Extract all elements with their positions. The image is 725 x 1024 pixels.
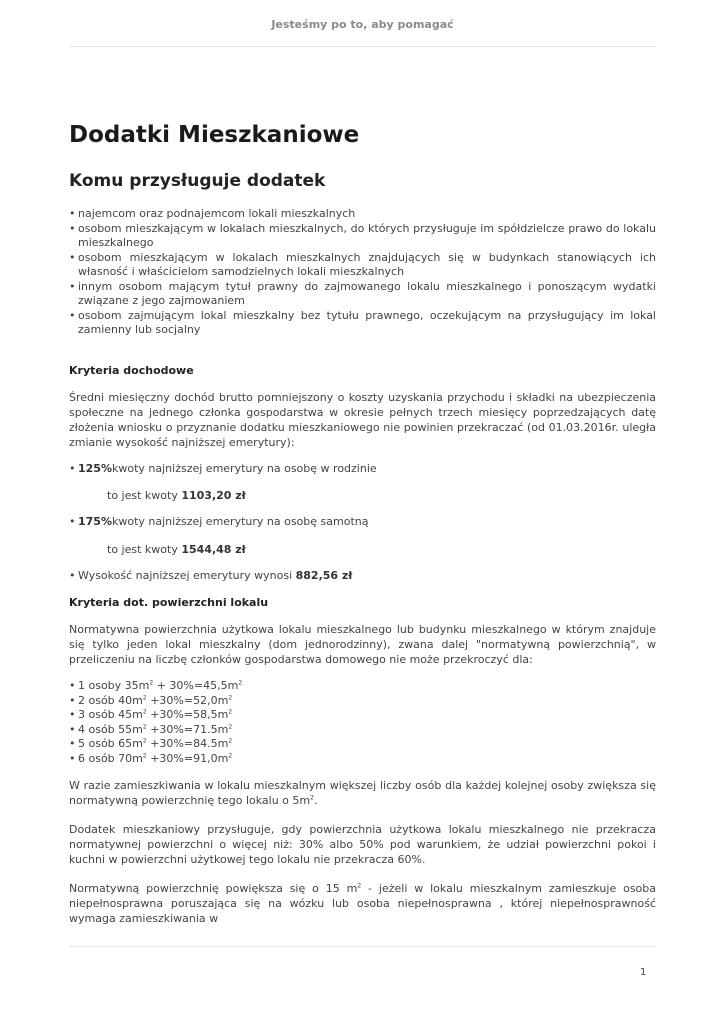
income-list-2 bbox=[69, 515, 656, 530]
list-item-text: kwoty najniższej emerytury na osobę samotną bbox=[111, 515, 369, 528]
percent-value: 125% bbox=[78, 461, 112, 475]
income-criteria-heading: Kryteria dochodowe bbox=[69, 363, 194, 377]
list-item bbox=[69, 708, 656, 723]
list-item bbox=[69, 723, 656, 738]
norm-text: + 30%=45,5m bbox=[153, 679, 239, 692]
list-item: • innym osobom mającym tytuł prawny do zajmowanego lokalu mieszkalnego i ponoszącym wydatki związane z jego zajmowaniem bbox=[69, 280, 656, 309]
paragraph-text: Normatywną powierzchnię powiększa się o 15 m bbox=[69, 882, 358, 895]
superscript: 2 bbox=[228, 708, 233, 716]
paragraph-text: . bbox=[313, 794, 318, 807]
section-title: Komu przysługuje dodatek bbox=[69, 171, 326, 191]
area-intro: Normatywna powierzchnia użytkowa lokalu mieszkalnego lub budynku mieszkalnego w którym znajduje się tylko jeden lokal mieszkalny (dom jednorodzinny), zwana dalej "normatywną powierzchnią", w przeliczeniu na liczbę członków gospodarstwa domowego nie może przekroczyć dla: bbox=[69, 623, 656, 666]
header-divider bbox=[69, 46, 656, 47]
superscript: 2 bbox=[149, 679, 154, 687]
list-item bbox=[69, 515, 656, 530]
eligibility-list bbox=[69, 207, 656, 338]
list-item bbox=[69, 752, 656, 767]
superscript: 2 bbox=[310, 794, 314, 802]
paragraph-text: - jeżeli w lokalu mieszkalnym zamieszkuje osoba niepełnosprawna poruszająca się na wózku lub osoba niepełnosprawna , której niepełnosprawność wymaga zamieszkiwania w bbox=[69, 882, 657, 925]
income-list-3 bbox=[69, 569, 656, 584]
amount-line bbox=[69, 488, 656, 503]
superscript: 2 bbox=[228, 737, 233, 745]
percent-value: 175% bbox=[78, 515, 112, 528]
norm-text: 3 osób 45m bbox=[78, 708, 143, 721]
norm-text: 6 osób 70m bbox=[78, 751, 143, 765]
income-list-1 bbox=[69, 462, 656, 477]
superscript: 2 bbox=[228, 722, 233, 730]
area-criteria-heading: Kryteria dot. powierzchni lokalu bbox=[69, 596, 269, 609]
superscript: 2 bbox=[142, 737, 147, 745]
amount-value: 1544,48 zł bbox=[181, 542, 246, 556]
amount-prefix: to jest kwoty bbox=[107, 489, 182, 502]
superscript: 2 bbox=[142, 693, 147, 701]
amount-line bbox=[69, 542, 656, 557]
list-item bbox=[69, 737, 656, 752]
norm-text: 4 osób 55m bbox=[78, 722, 143, 736]
norm-text: +30%=84.5m bbox=[146, 737, 229, 750]
norm-text: +30%=58,5m bbox=[146, 708, 229, 721]
list-item-text: Wysokość najniższej emerytury wynosi bbox=[78, 568, 296, 582]
list-item: • najemcom oraz podnajemcom lokali mieszkalnych bbox=[69, 207, 656, 222]
paragraph-text: W razie zamieszkiwania w lokalu mieszkalnym większej liczby osób dla każdej kolejnej osoby zwiększa się normatywną powierzchnię tego lokalu o 5m bbox=[69, 779, 656, 807]
superscript: 2 bbox=[228, 751, 233, 759]
norm-text: 5 osób 65m bbox=[78, 737, 143, 750]
norm-text: 1 osoby 35m bbox=[78, 679, 150, 692]
amount-value: 1103,20 zł bbox=[181, 489, 246, 502]
superscript: 2 bbox=[228, 693, 233, 701]
list-item: • osobom mieszkającym w lokalach mieszkalnych, do których przysługuje im spółdzielcze prawo do lokalu mieszkalnego bbox=[69, 222, 656, 251]
norm-text: 2 osób 40m bbox=[78, 693, 143, 707]
list-item bbox=[69, 462, 656, 477]
list-item bbox=[69, 679, 656, 694]
list-item bbox=[69, 569, 656, 584]
income-intro: Średni miesięczny dochód brutto pomniejszony o koszty uzyskania przychodu i składki na ubezpieczenia społeczne na jednego członka gospodarstwa w okresie pełnych trzech miesięcy poprzedzających datę złożenia wniosku o przyznanie dodatku mieszkaniowego nie powinien przekraczać (od 01.03.2016r. uległa zmianie wysokość najniższej emerytury): bbox=[69, 390, 656, 449]
superscript: 2 bbox=[238, 679, 243, 687]
list-item: • osobom zajmującym lokal mieszkalny bez tytułu prawnego, oczekującym na przysługujący im lokal zamienny lub socjalny bbox=[69, 309, 656, 338]
area-paragraph-3 bbox=[69, 881, 656, 926]
list-item bbox=[69, 694, 656, 709]
pension-value: 882,56 zł bbox=[295, 568, 353, 582]
document-title: Dodatki Mieszkaniowe bbox=[69, 122, 360, 148]
page-number: 1 bbox=[640, 967, 647, 978]
area-paragraph-2: Dodatek mieszkaniowy przysługuje, gdy powierzchnia użytkowa lokalu mieszkalnego nie przekracza normatywnej powierzchni o więcej niż: 30% albo 50% pod warunkiem, że udział powierzchni pokoi i kuchni w powierzchni użytkowej tego lokalu nie przekracza 60%. bbox=[69, 823, 656, 866]
list-item: • osobom mieszkającym w lokalach mieszkalnych znajdujących się w budynkach stanowiących ich własność i właścicielom samodzielnych lokali mieszkalnych bbox=[69, 251, 656, 280]
norm-text: +30%=91,0m bbox=[146, 751, 229, 765]
superscript: 2 bbox=[357, 882, 362, 890]
document-body bbox=[69, 120, 656, 926]
norm-text: +30%=71.5m bbox=[146, 722, 229, 736]
amount-prefix: to jest kwoty bbox=[107, 542, 182, 556]
superscript: 2 bbox=[142, 708, 147, 716]
page-header-text: Jesteśmy po to, aby pomagać bbox=[271, 18, 454, 31]
norm-text: +30%=52,0m bbox=[146, 693, 229, 707]
superscript: 2 bbox=[142, 722, 147, 730]
area-norms-list bbox=[69, 679, 656, 766]
footer-divider bbox=[69, 946, 656, 947]
superscript: 2 bbox=[142, 751, 147, 759]
list-item-text: kwoty najniższej emerytury na osobę w rodzinie bbox=[111, 461, 377, 475]
area-paragraph-1 bbox=[69, 778, 656, 808]
